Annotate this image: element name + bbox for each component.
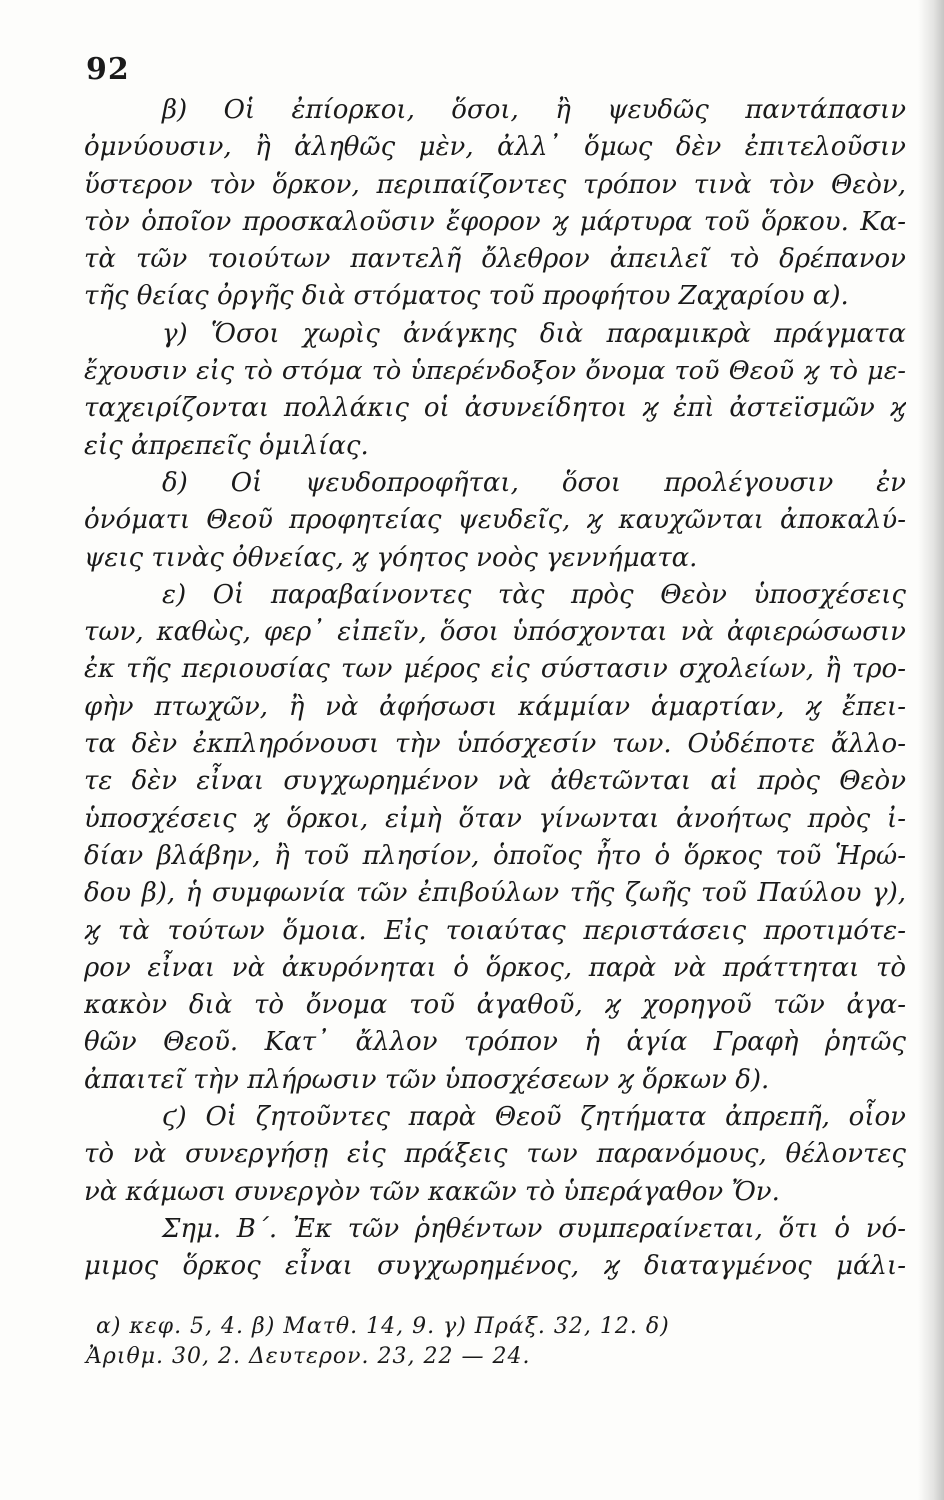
text-line: ϗ τὰ τούτων ὅμοια. Εἰς τοιαύτας περιστάσεις προτιμότε-: [84, 915, 906, 946]
footnote-line: α) κεφ. 5, 4. β) Ματθ. 14, 9. γ) Πράξ. 32, 12. δ): [96, 1314, 670, 1339]
text-line: τὸ νὰ συνεργήσῃ εἰς πράξεις των παρανόμους, θέλοντες: [84, 1139, 906, 1170]
text-line: ὀμνύουσιν, ἢ ἀληθῶς μὲν, ἀλλ᾽ ὅμως δὲν ἐπιτελοῦσιν: [84, 132, 906, 163]
text-line: τὰ τῶν τοιούτων παντελῆ ὄλεθρον ἀπειλεῖ τὸ δρέπανον: [84, 244, 906, 275]
text-line: δου β), ἡ συμφωνία τῶν ἐπιβούλων τῆς ζωῆς τοῦ Παύλου γ),: [84, 878, 906, 909]
text-line: μιμος ὅρκος εἶναι συγχωρημένος, ϗ διαταγμένος μάλι-: [84, 1251, 906, 1282]
text-line: ὀνόματι Θεοῦ προφητείας ψευδεῖς, ϗ καυχῶνται ἀποκαλύ-: [84, 505, 906, 536]
text-line: ἀπαιτεῖ τὴν πλήρωσιν τῶν ὑποσχέσεων ϗ ὅρκων δ).: [84, 1064, 770, 1095]
text-line: νὰ κάμωσι συνεργὸν τῶν κακῶν τὸ ὑπεράγαθον Ὄν.: [84, 1176, 780, 1207]
text-line: εἰς ἀπρεπεῖς ὁμιλίας.: [84, 430, 369, 461]
text-line: ϛ) Οἱ ζητοῦντες παρὰ Θεοῦ ζητήματα ἀπρεπῆ, οἷον: [162, 1102, 906, 1133]
page-number: 92: [86, 52, 130, 87]
text-line: γ) Ὅσοι χωρὶς ἀνάγκης διὰ παραμικρὰ πράγματα: [162, 318, 906, 349]
text-line: ὑποσχέσεις ϗ ὅρκοι, εἰμὴ ὅταν γίνωνται ἀνοήτως πρὸς ἰ-: [84, 803, 906, 834]
text-line: τὸν ὁποῖον προσκαλοῦσιν ἔφορον ϗ μάρτυρα τοῦ ὅρκου. Κα-: [84, 206, 906, 237]
text-line: των, καθὼς, φερ᾽ εἰπεῖν, ὅσοι ὑπόσχονται νὰ ἀφιερώσωσιν: [84, 617, 906, 648]
text-line: ρον εἶναι νὰ ἀκυρόνηται ὁ ὅρκος, παρὰ νὰ πράττηται τὸ: [84, 952, 906, 983]
text-line: δίαν βλάβην, ἢ τοῦ πλησίον, ὁποῖος ἦτο ὁ ὅρκος τοῦ Ἡρώ-: [84, 840, 906, 871]
text-line: Σημ. Β΄. Ἐκ τῶν ῥηθέντων συμπεραίνεται, ὅτι ὁ νό-: [162, 1213, 906, 1244]
text-line: ἐκ τῆς περιουσίας των μέρος εἰς σύστασιν σχολείων, ἢ τρο-: [84, 654, 906, 685]
text-line: κακὸν διὰ τὸ ὄνομα τοῦ ἀγαθοῦ, ϗ χορηγοῦ τῶν ἀγα-: [84, 990, 906, 1021]
text-line: ε) Οἱ παραβαίνοντες τὰς πρὸς Θεὸν ὑποσχέσεις: [162, 579, 906, 610]
text-line: ὕστερον τὸν ὅρκον, περιπαίζοντες τρόπον τινὰ τὸν Θεὸν,: [84, 169, 906, 200]
main-text: [84, 92, 906, 1286]
text-line: β) Οἱ ἐπίορκοι, ὅσοι, ἢ ψευδῶς παντάπασιν: [162, 95, 906, 125]
text-line: ταχειρίζονται πολλάκις οἱ ἀσυνείδητοι ϗ ἐπὶ ἀστεϊσμῶν ϗ: [84, 393, 906, 424]
text-line: ἔχουσιν εἰς τὸ στόμα τὸ ὑπερένδοξον ὄνομα τοῦ Θεοῦ ϗ τὸ με-: [84, 356, 906, 387]
text-line: ψεις τινὰς ὀθνείας, ϗ γόητος νοὸς γεννήματα.: [84, 542, 698, 573]
page-edge-shadow: [918, 0, 944, 1500]
text-line: τε δὲν εἶναι συγχωρημένον νὰ ἀθετῶνται αἱ πρὸς Θεὸν: [84, 766, 906, 797]
text-line: θῶν Θεοῦ. Κατ᾽ ἄλλον τρόπον ἡ ἁγία Γραφὴ ῥητῶς: [84, 1027, 906, 1058]
text-line: τα δὲν ἐκπληρόνουσι τὴν ὑπόσχεσίν των. Οὐδέποτε ἄλλο-: [84, 729, 906, 760]
footnote-line: Ἀριθμ. 30, 2. Δευτερον. 23, 22 — 24.: [86, 1344, 531, 1369]
text-line: δ) Οἱ ψευδοπροφῆται, ὅσοι προλέγουσιν ἐν: [162, 467, 906, 498]
text-line: φὴν πτωχῶν, ἢ νὰ ἀφήσωσι κάμμίαν ἁμαρτίαν, ϗ ἔπει-: [84, 691, 906, 722]
footnotes: [86, 1312, 896, 1372]
text-line: τῆς θείας ὀργῆς διὰ στόματος τοῦ προφήτου Ζαχαρίου α).: [84, 281, 849, 312]
